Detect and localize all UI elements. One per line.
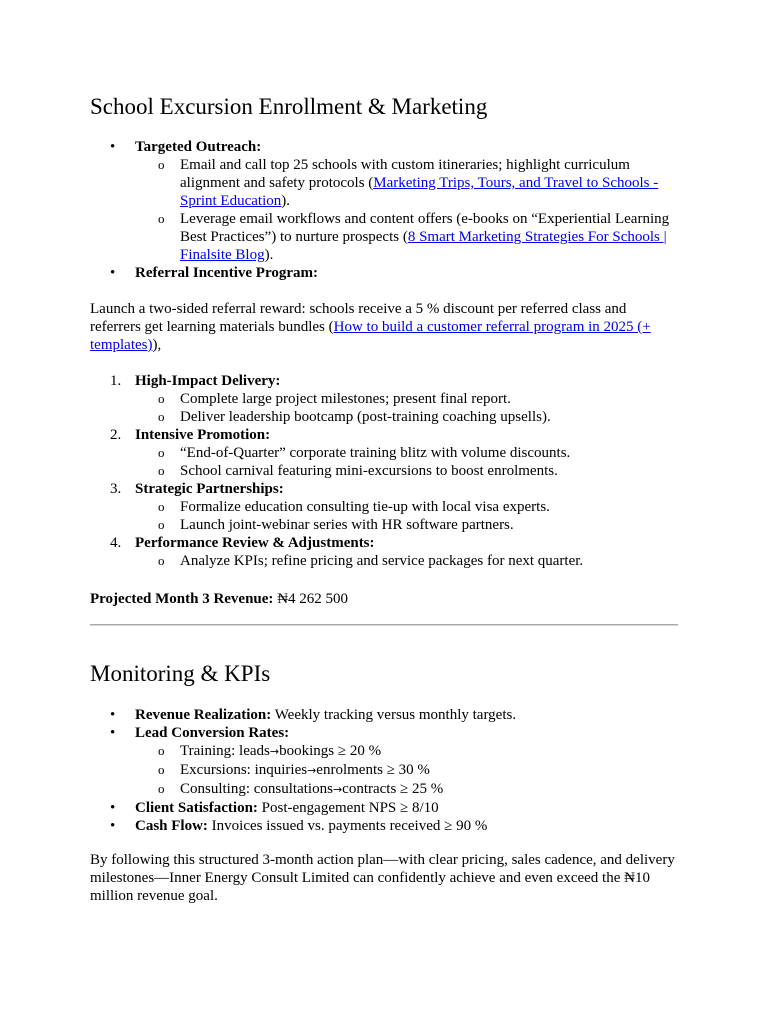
sub-item-text: contracts ≥ 25 % xyxy=(342,781,444,797)
item-label: Intensive Promotion: xyxy=(135,427,271,443)
sub-item-text: Formalize education consulting tie-up with local visa experts. xyxy=(180,499,550,515)
item-text: Weekly tracking versus monthly targets. xyxy=(271,707,517,723)
sub-item-tail: ). xyxy=(281,193,290,209)
sub-bullet-icon: o xyxy=(158,409,165,424)
list-item-targeted-outreach xyxy=(90,138,680,156)
sub-item xyxy=(90,552,680,570)
action-ordered-list xyxy=(90,372,680,570)
arrow-right-icon: → xyxy=(269,745,280,758)
sub-item-text: Analyze KPIs; refine pricing and service packages for next quarter. xyxy=(180,553,584,569)
paragraph-text: Launch a two-sided referral reward: schools receive a 5 % discount per referred class and referrers get learning materials bundles ( xyxy=(90,301,627,335)
item-number: 3. xyxy=(110,481,122,497)
item-label: Client Satisfaction: xyxy=(135,800,258,816)
referral-paragraph xyxy=(90,300,680,354)
sub-item-text: Deliver leadership bootcamp (post-training coaching upsells). xyxy=(180,409,551,425)
sub-bullet-icon: o xyxy=(158,553,165,568)
item-label: Performance Review & Adjustments: xyxy=(135,535,375,551)
kpi-list xyxy=(90,706,680,835)
sub-bullet-icon: o xyxy=(158,157,165,172)
sub-item-text: Launch joint-webinar series with HR software partners. xyxy=(180,517,514,533)
sub-item-text: Email and call top 25 schools with custom itineraries; highlight curriculum alignment and safety protocols ( xyxy=(180,157,630,191)
sub-item-text: Complete large project milestones; present final report. xyxy=(180,391,511,407)
item-number: 4. xyxy=(110,535,122,551)
sub-bullet-icon: o xyxy=(158,445,165,460)
sub-item-email-workflows xyxy=(90,210,680,264)
item-label: High-Impact Delivery: xyxy=(135,373,281,389)
item-label: Strategic Partnerships: xyxy=(135,481,284,497)
ordered-item-3 xyxy=(90,480,680,498)
sub-bullet-icon: o xyxy=(158,743,165,758)
item-label: Revenue Realization: xyxy=(135,707,272,723)
ordered-item-2 xyxy=(90,426,680,444)
item-label: Lead Conversion Rates: xyxy=(135,725,290,741)
sub-bullet-icon: o xyxy=(158,499,165,514)
sub-item-excursions xyxy=(90,761,680,780)
item-label: Targeted Outreach: xyxy=(135,139,262,155)
sub-item-email-call xyxy=(90,156,680,210)
kpi-revenue-realization xyxy=(90,706,680,724)
bullet-icon: • xyxy=(110,707,116,723)
sub-bullet-icon: o xyxy=(158,762,165,777)
sub-item-text: School carnival featuring mini-excursions to boost enrolments. xyxy=(180,463,558,479)
sub-item-text: enrolments ≥ 30 % xyxy=(316,762,430,778)
list-item-referral-incentive xyxy=(90,264,680,282)
revenue-label: Projected Month 3 Revenue: xyxy=(90,591,274,607)
sub-bullet-icon: o xyxy=(158,517,165,532)
item-label: Referral Incentive Program: xyxy=(135,265,318,281)
sub-item xyxy=(90,498,680,516)
bullet-icon: • xyxy=(110,139,116,155)
sub-bullet-icon: o xyxy=(158,211,165,226)
link-finalsite-blog[interactable]: 8 Smart Marketing Strategies For Schools | Finalsite Blog xyxy=(180,229,667,263)
sub-item-text: Leverage email workflows and content offers (e-books on “Experiential Learning Best Practices”) to nurture prospects ( xyxy=(180,211,670,245)
ordered-item-1 xyxy=(90,372,680,390)
item-text: Post-engagement NPS ≥ 8/10 xyxy=(257,800,439,816)
section-title-excursion: School Excursion Enrollment & Marketing xyxy=(90,94,488,119)
bullet-icon: • xyxy=(110,725,116,741)
sub-item-tail: ). xyxy=(264,247,274,263)
projected-revenue xyxy=(90,590,680,608)
sub-item xyxy=(90,516,680,534)
sub-item-text: bookings ≥ 20 % xyxy=(279,743,382,759)
item-text: Invoices issued vs. payments received ≥ 90 % xyxy=(207,818,488,834)
section-title-monitoring: Monitoring & KPIs xyxy=(90,661,271,686)
item-label: Cash Flow: xyxy=(135,818,208,834)
arrow-right-icon: → xyxy=(332,783,343,796)
kpi-lead-conversion xyxy=(90,724,680,742)
bullet-icon: • xyxy=(110,265,116,281)
item-number: 1. xyxy=(110,373,122,389)
sub-item-text: Consulting: consultations xyxy=(180,781,333,797)
sub-item xyxy=(90,408,680,426)
sub-item-text: Excursions: inquiries xyxy=(180,762,308,778)
sub-bullet-icon: o xyxy=(158,463,165,478)
sub-item xyxy=(90,462,680,480)
item-number: 2. xyxy=(110,427,122,443)
outreach-sublist xyxy=(90,156,680,282)
sub-item-text: “End-of-Quarter” corporate training blitz with volume discounts. xyxy=(180,445,571,461)
bullet-icon: • xyxy=(110,818,116,834)
sub-item-consulting xyxy=(90,780,680,799)
arrow-right-icon: → xyxy=(307,764,317,777)
section-divider xyxy=(90,624,678,626)
closing-paragraph: By following this structured 3-month action plan—with clear pricing, sales cadence, and delivery milestones—Inner Energy Consult Limited can confidently achieve and even exceed the ₦10 million revenue goal. xyxy=(90,852,675,904)
sub-item xyxy=(90,444,680,462)
kpi-client-satisfaction xyxy=(90,799,680,817)
sub-bullet-icon: o xyxy=(158,391,165,406)
sub-bullet-icon: o xyxy=(158,781,165,796)
sub-item-training xyxy=(90,742,680,761)
bullet-icon: • xyxy=(110,800,116,816)
kpi-cash-flow xyxy=(90,817,680,835)
revenue-value: ₦4 262 500 xyxy=(273,591,349,607)
link-referral-program[interactable]: How to build a customer referral program in 2025 (+ templates) xyxy=(90,319,651,353)
sub-item-text: Training: leads xyxy=(180,743,270,759)
link-marketing-trips[interactable]: Marketing Trips, Tours, and Travel to Schools - Sprint Education xyxy=(180,175,659,209)
paragraph-tail: ), xyxy=(152,337,162,353)
sub-item xyxy=(90,390,680,408)
outreach-list xyxy=(90,138,680,156)
ordered-item-4 xyxy=(90,534,680,552)
